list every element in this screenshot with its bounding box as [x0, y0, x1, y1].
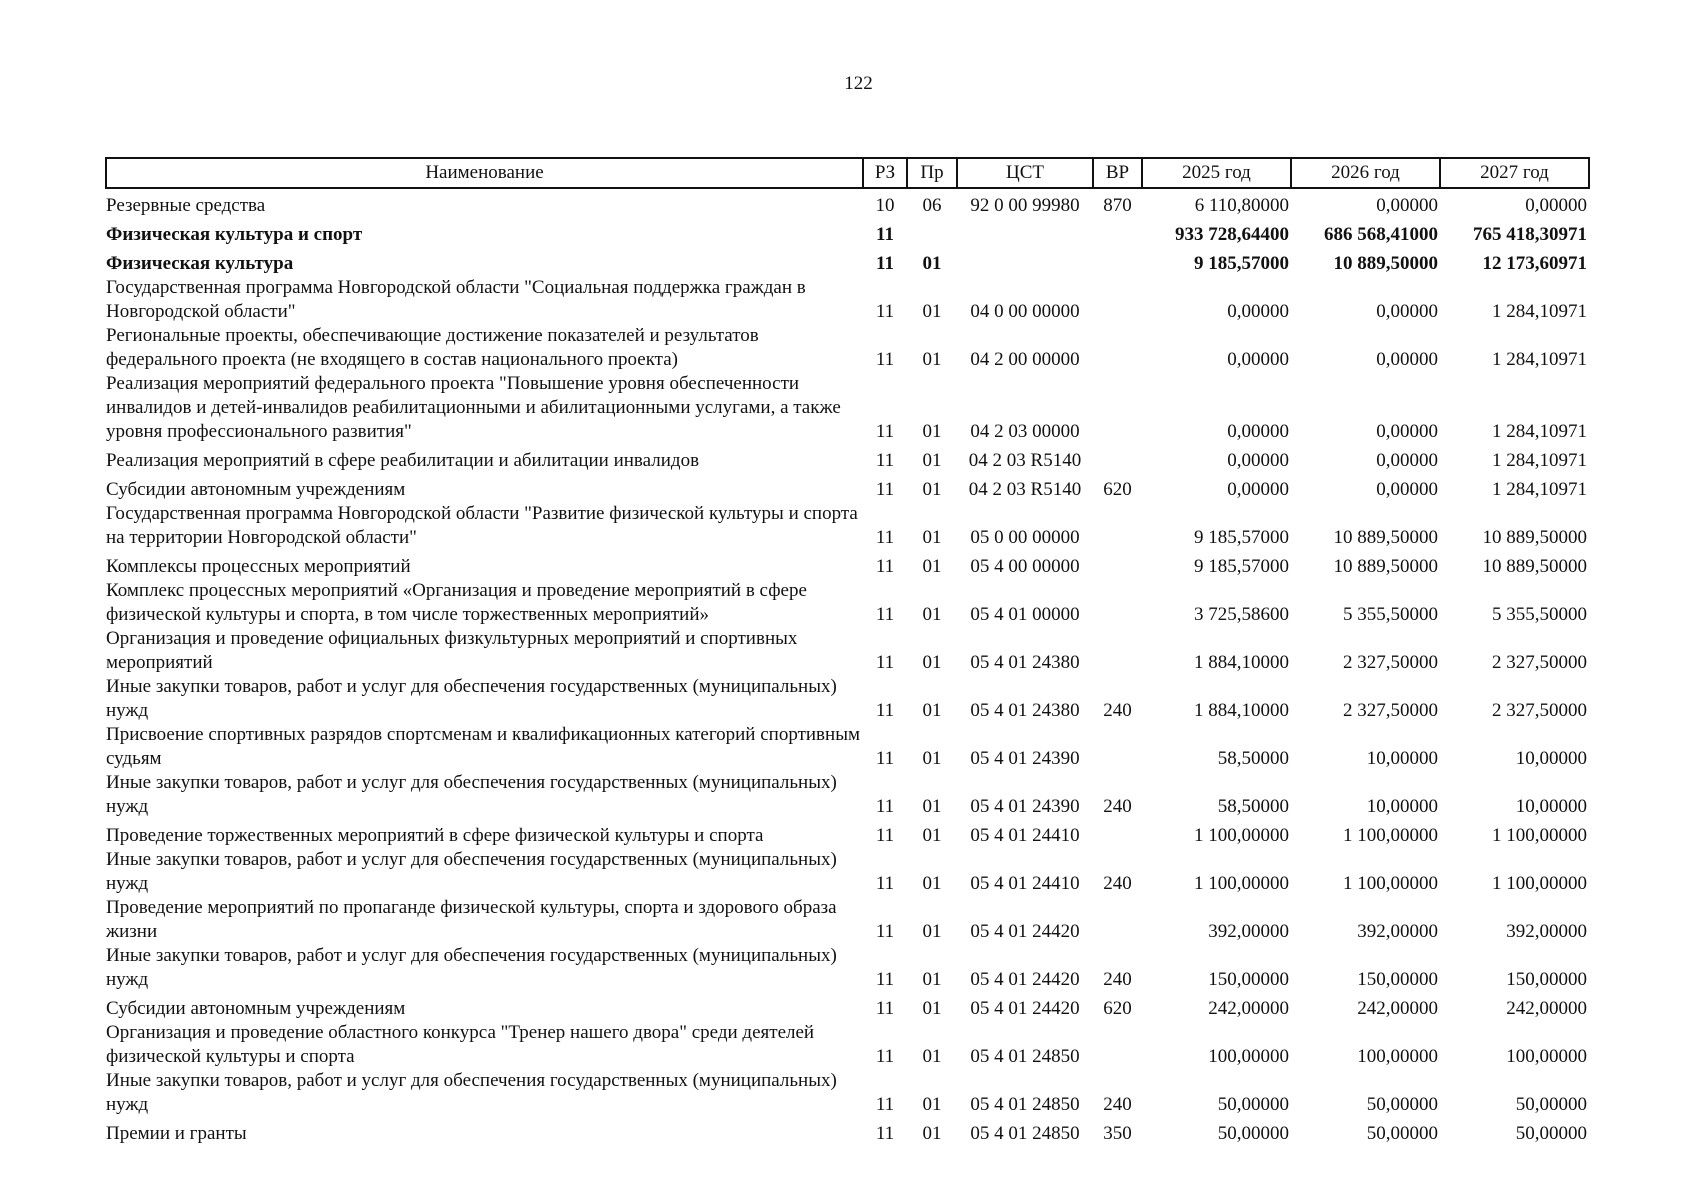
header-2027: 2027 год [1440, 158, 1589, 188]
cell-rz: 11 [875, 969, 895, 990]
table-body [106, 188, 1589, 1146]
table-row [106, 723, 1589, 771]
cell-cst: 04 2 00 00000 [970, 349, 1080, 370]
cell-vr: 240 [1103, 700, 1132, 721]
header-2026: 2026 год [1291, 158, 1440, 188]
cell-2027: 2 327,50000 [1492, 652, 1587, 673]
cell-rz: 11 [875, 604, 895, 625]
cell-2026: 10 889,50000 [1333, 527, 1438, 548]
cell-vr [1093, 627, 1142, 675]
cell-vr [1093, 502, 1142, 550]
cell-cst: 05 0 00 00000 [970, 527, 1080, 548]
cell-name: Иные закупки товаров, работ и услуг для обеспечения государственных (муниципальных) нужд [106, 1070, 837, 1115]
table-row [106, 675, 1589, 723]
cell-2027: 10,00000 [1515, 796, 1587, 817]
cell-2026: 0,00000 [1376, 195, 1438, 216]
cell-2026: 1 100,00000 [1343, 873, 1438, 894]
cell-cst: 05 4 01 24390 [970, 748, 1080, 769]
cell-vr [1093, 276, 1142, 324]
cell-2025: 1 884,10000 [1194, 700, 1289, 721]
cell-vr: 870 [1103, 195, 1132, 216]
cell-2025: 0,00000 [1227, 421, 1289, 442]
cell-cst: 04 2 03 R5140 [968, 479, 1082, 500]
cell-pr: 01 [922, 796, 942, 817]
cell-name: Иные закупки товаров, работ и услуг для обеспечения государственных (муниципальных) нужд [106, 849, 837, 894]
cell-pr: 01 [922, 349, 942, 370]
cell-rz: 11 [875, 527, 895, 548]
cell-2025: 933 728,64400 [1175, 224, 1289, 245]
cell-vr: 620 [1103, 479, 1132, 500]
cell-name: Организация и проведение областного конкурса "Тренер нашего двора" среди деятелей физической культуры и спорта [106, 1022, 815, 1067]
header-vr: ВР [1093, 158, 1142, 188]
cell-2025: 100,00000 [1208, 1046, 1289, 1067]
cell-cst: 05 4 01 24420 [970, 921, 1080, 942]
cell-name: Физическая культура [106, 253, 294, 274]
table-row [106, 579, 1589, 627]
cell-pr: 01 [922, 604, 942, 625]
cell-cst: 04 0 00 00000 [970, 301, 1080, 322]
table-row [106, 1117, 1589, 1146]
cell-2025: 9 185,57000 [1194, 556, 1289, 577]
cell-pr: 01 [922, 1123, 942, 1144]
table-row [106, 550, 1589, 579]
cell-vr [1093, 896, 1142, 944]
cell-2027: 765 418,30971 [1473, 224, 1587, 245]
cell-rz: 11 [875, 1046, 895, 1067]
cell-name: Реализация мероприятий федерального проекта "Повышение уровня обеспеченности инвалидов и детей-инвалидов реабилитационными и абилитационными услугами, а также уровня профессионального развития" [106, 373, 841, 442]
cell-2025: 3 725,58600 [1194, 604, 1289, 625]
cell-vr [1093, 372, 1142, 444]
cell-pr: 01 [922, 556, 942, 577]
cell-2027: 1 100,00000 [1492, 825, 1587, 846]
cell-vr: 240 [1103, 796, 1132, 817]
cell-2025: 1 884,10000 [1194, 652, 1289, 673]
cell-pr: 01 [922, 748, 942, 769]
cell-cst: 05 4 01 24380 [970, 652, 1080, 673]
cell-2027: 242,00000 [1506, 998, 1587, 1019]
cell-rz: 11 [875, 748, 895, 769]
header-pr: Пр [907, 158, 957, 188]
cell-2027: 1 284,10971 [1492, 421, 1587, 442]
cell-name: Субсидии автономным учреждениям [106, 479, 406, 500]
cell-2026: 1 100,00000 [1343, 825, 1438, 846]
cell-2025: 1 100,00000 [1194, 873, 1289, 894]
cell-vr [1093, 247, 1142, 276]
cell-rz: 11 [875, 450, 895, 471]
cell-2027: 1 284,10971 [1492, 349, 1587, 370]
cell-2027: 100,00000 [1506, 1046, 1587, 1067]
cell-pr: 01 [922, 873, 942, 894]
cell-2025: 58,50000 [1217, 748, 1289, 769]
table-row [106, 944, 1589, 992]
cell-2026: 242,00000 [1357, 998, 1438, 1019]
cell-name: Резервные средства [106, 195, 266, 216]
header-2025: 2025 год [1142, 158, 1291, 188]
cell-2026: 5 355,50000 [1343, 604, 1438, 625]
cell-cst: 05 4 01 24380 [970, 700, 1080, 721]
cell-2025: 242,00000 [1208, 998, 1289, 1019]
table-row [106, 502, 1589, 550]
cell-rz: 11 [875, 998, 895, 1019]
table-row [106, 848, 1589, 896]
cell-cst: 05 4 01 24390 [970, 796, 1080, 817]
cell-name: Премии и гранты [106, 1123, 247, 1144]
cell-vr [1093, 218, 1142, 247]
cell-rz: 11 [875, 301, 895, 322]
cell-pr: 01 [922, 652, 942, 673]
cell-rz: 10 [875, 195, 895, 216]
table-row [106, 247, 1589, 276]
cell-2026: 0,00000 [1376, 349, 1438, 370]
cell-2027: 1 284,10971 [1492, 301, 1587, 322]
table-row [106, 627, 1589, 675]
cell-name: Проведение торжественных мероприятий в сфере физической культуры и спорта [106, 825, 764, 846]
cell-rz: 11 [876, 253, 894, 274]
cell-vr [1093, 444, 1142, 473]
cell-cst: 05 4 01 24420 [970, 998, 1080, 1019]
cell-cst: 05 4 01 24410 [970, 825, 1080, 846]
cell-2025: 0,00000 [1227, 479, 1289, 500]
cell-2026: 100,00000 [1357, 1046, 1438, 1067]
cell-2025: 50,00000 [1217, 1094, 1289, 1115]
cell-rz: 11 [875, 479, 895, 500]
cell-cst: 05 4 01 24850 [970, 1046, 1080, 1067]
cell-rz: 11 [875, 700, 895, 721]
cell-2027: 50,00000 [1515, 1094, 1587, 1115]
cell-2026: 686 568,41000 [1324, 224, 1438, 245]
cell-name: Проведение мероприятий по пропаганде физической культуры, спорта и здорового образа жизни [106, 897, 837, 942]
table-row [106, 819, 1589, 848]
cell-2026: 392,00000 [1357, 921, 1438, 942]
cell-2026: 0,00000 [1376, 421, 1438, 442]
cell-2026: 10,00000 [1366, 796, 1438, 817]
cell-2025: 58,50000 [1217, 796, 1289, 817]
table-row [106, 218, 1589, 247]
cell-cst: 04 2 03 R5140 [968, 450, 1082, 471]
cell-vr [1093, 579, 1142, 627]
header-name: Наименование [106, 158, 863, 188]
cell-2025: 0,00000 [1227, 349, 1289, 370]
cell-cst: 04 2 03 00000 [970, 421, 1080, 442]
cell-2027: 5 355,50000 [1492, 604, 1587, 625]
cell-vr: 350 [1103, 1123, 1132, 1144]
cell-vr [1093, 324, 1142, 372]
cell-name: Реализация мероприятий в сфере реабилитации и абилитации инвалидов [106, 450, 700, 471]
cell-2027: 0,00000 [1525, 195, 1587, 216]
cell-vr: 240 [1103, 873, 1132, 894]
budget-table [105, 157, 1590, 1146]
cell-2026: 0,00000 [1376, 479, 1438, 500]
cell-pr: 06 [922, 195, 942, 216]
cell-vr: 240 [1103, 1094, 1132, 1115]
cell-2027: 150,00000 [1506, 969, 1587, 990]
cell-pr: 01 [922, 450, 942, 471]
cell-pr: 01 [922, 1046, 942, 1067]
cell-2026: 50,00000 [1366, 1123, 1438, 1144]
cell-cst: 05 4 01 24410 [970, 873, 1080, 894]
cell-pr: 01 [922, 998, 942, 1019]
header-rz: РЗ [863, 158, 907, 188]
cell-2025: 0,00000 [1227, 301, 1289, 322]
cell-name: Региональные проекты, обеспечивающие достижение показателей и результатов федерального проекта (не входящего в состав национального проекта) [106, 325, 759, 370]
cell-2026: 150,00000 [1357, 969, 1438, 990]
table-row [106, 1021, 1589, 1069]
cell-rz: 11 [875, 873, 895, 894]
cell-2026: 2 327,50000 [1343, 652, 1438, 673]
table-row [106, 372, 1589, 444]
cell-cst [957, 247, 1093, 276]
cell-2025: 1 100,00000 [1194, 825, 1289, 846]
table-row [106, 276, 1589, 324]
cell-2027: 50,00000 [1515, 1123, 1587, 1144]
cell-pr: 01 [922, 527, 942, 548]
cell-vr [1093, 1021, 1142, 1069]
cell-vr: 240 [1103, 969, 1132, 990]
cell-rz: 11 [875, 652, 895, 673]
cell-2026: 10 889,50000 [1333, 556, 1438, 577]
cell-name: Комплекс процессных мероприятий «Организация и проведение мероприятий в сфере физической культуры и спорта, в том числе торжественных мероприятий» [106, 580, 807, 625]
table-row [106, 896, 1589, 944]
cell-cst: 05 4 00 00000 [970, 556, 1080, 577]
cell-2026: 10,00000 [1366, 748, 1438, 769]
cell-name: Иные закупки товаров, работ и услуг для обеспечения государственных (муниципальных) нужд [106, 772, 837, 817]
cell-2025: 150,00000 [1208, 969, 1289, 990]
cell-vr [1093, 550, 1142, 579]
cell-2026: 2 327,50000 [1343, 700, 1438, 721]
table-header-row [106, 158, 1589, 188]
cell-pr: 01 [922, 479, 942, 500]
cell-2027: 1 100,00000 [1492, 873, 1587, 894]
cell-2027: 10,00000 [1515, 748, 1587, 769]
cell-cst [957, 218, 1093, 247]
cell-vr [1093, 819, 1142, 848]
cell-pr: 01 [922, 969, 942, 990]
table-row [106, 473, 1589, 502]
cell-name: Государственная программа Новгородской области "Социальная поддержка граждан в Новгородской области" [106, 277, 806, 322]
cell-name: Организация и проведение официальных физкультурных мероприятий и спортивных мероприятий [106, 628, 798, 673]
cell-name: Иные закупки товаров, работ и услуг для обеспечения государственных (муниципальных) нужд [106, 676, 837, 721]
table-row [106, 324, 1589, 372]
cell-pr: 01 [922, 1094, 942, 1115]
table-row [106, 444, 1589, 473]
cell-rz: 11 [875, 1123, 895, 1144]
cell-pr: 01 [922, 253, 942, 274]
cell-cst: 05 4 01 24420 [970, 969, 1080, 990]
cell-2027: 10 889,50000 [1482, 527, 1587, 548]
cell-2026: 0,00000 [1376, 301, 1438, 322]
cell-pr [907, 218, 957, 247]
cell-name: Иные закупки товаров, работ и услуг для обеспечения государственных (муниципальных) нужд [106, 945, 837, 990]
cell-2025: 392,00000 [1208, 921, 1289, 942]
cell-pr: 01 [922, 700, 942, 721]
cell-2027: 2 327,50000 [1492, 700, 1587, 721]
cell-name: Физическая культура и спорт [106, 224, 363, 245]
cell-cst: 05 4 01 24850 [970, 1094, 1080, 1115]
cell-name: Субсидии автономным учреждениям [106, 998, 406, 1019]
cell-2027: 10 889,50000 [1482, 556, 1587, 577]
cell-rz: 11 [876, 224, 894, 245]
cell-vr [1093, 723, 1142, 771]
cell-rz: 11 [875, 825, 895, 846]
cell-vr: 620 [1103, 998, 1132, 1019]
cell-pr: 01 [922, 301, 942, 322]
table-row [106, 188, 1589, 218]
cell-cst: 92 0 00 99980 [970, 195, 1080, 216]
cell-rz: 11 [875, 796, 895, 817]
cell-2025: 6 110,80000 [1194, 195, 1289, 216]
cell-2027: 1 284,10971 [1492, 450, 1587, 471]
cell-2025: 9 185,57000 [1194, 253, 1289, 274]
cell-pr: 01 [922, 421, 942, 442]
cell-pr: 01 [922, 921, 942, 942]
cell-rz: 11 [875, 556, 895, 577]
header-cst: ЦСТ [957, 158, 1093, 188]
cell-rz: 11 [875, 349, 895, 370]
cell-cst: 05 4 01 24850 [970, 1123, 1080, 1144]
cell-2025: 0,00000 [1227, 450, 1289, 471]
cell-rz: 11 [875, 1094, 895, 1115]
cell-2025: 9 185,57000 [1194, 527, 1289, 548]
cell-2025: 50,00000 [1217, 1123, 1289, 1144]
cell-2027: 1 284,10971 [1492, 479, 1587, 500]
cell-2026: 0,00000 [1376, 450, 1438, 471]
cell-name: Государственная программа Новгородской области "Развитие физической культуры и спорта на территории Новгородской области" [106, 503, 858, 548]
table-row [106, 992, 1589, 1021]
cell-name: Комплексы процессных мероприятий [106, 556, 411, 577]
cell-2026: 50,00000 [1366, 1094, 1438, 1115]
cell-pr: 01 [922, 825, 942, 846]
table-row [106, 771, 1589, 819]
table-row [106, 1069, 1589, 1117]
cell-2027: 392,00000 [1506, 921, 1587, 942]
cell-cst: 05 4 01 00000 [970, 604, 1080, 625]
cell-2027: 12 173,60971 [1482, 253, 1587, 274]
cell-name: Присвоение спортивных разрядов спортсменам и квалификационных категорий спортивным судьям [106, 724, 860, 769]
cell-rz: 11 [875, 421, 895, 442]
cell-rz: 11 [875, 921, 895, 942]
cell-2026: 10 889,50000 [1333, 253, 1438, 274]
page-number: 122 [844, 73, 873, 94]
